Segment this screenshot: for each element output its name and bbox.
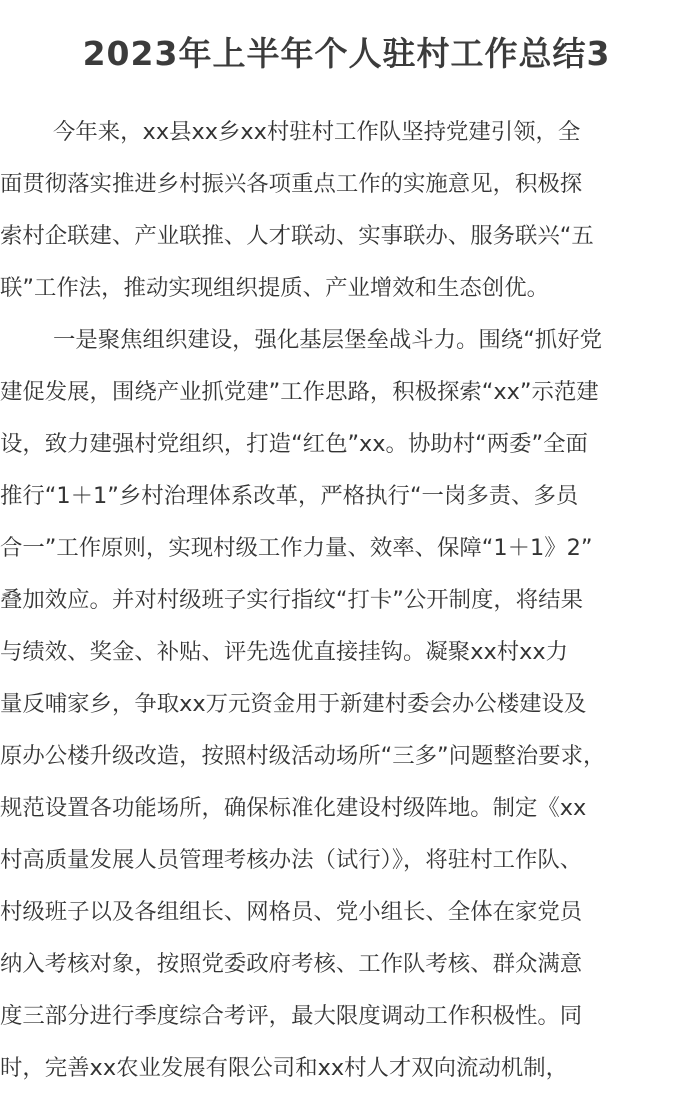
text-line: 建促发展，围绕产业抓党建”工作思路，积极探索“xx”示范建	[0, 379, 599, 405]
text-line: 一是聚焦组织建设，强化基层堡垒战斗力。围绕“抓好党	[53, 327, 602, 353]
text-line: 原办公楼升级改造，按照村级活动场所“三多”问题整治要求，	[0, 743, 606, 769]
text-line: 面贯彻落实推进乡村振兴各项重点工作的实施意见，积极探	[0, 171, 583, 197]
document-title: 2023年上半年个人驻村工作总结3	[82, 34, 611, 73]
document-body	[0, 106, 693, 1094]
text-line: 推行“1＋1”乡村治理体系改革，严格执行“一岗多责、多员	[0, 483, 579, 509]
text-line: 索村企联建、产业联推、人才联动、实事联办、服务联兴“五	[0, 223, 594, 249]
text-line: 时，完善xx农业发展有限公司和xx村人才双向流动机制，	[0, 1055, 568, 1081]
text-line: 村高质量发展人员管理考核办法（试行）》，将驻村工作队、	[0, 847, 583, 873]
text-line: 量反哺家乡，争取xx万元资金用于新建村委会办公楼建设及	[0, 691, 587, 717]
text-line: 设，致力建强村党组织，打造“红色”xx。协助村“两委”全面	[0, 431, 588, 457]
text-line: 规范设置各功能场所，确保标准化建设村级阵地。制定《xx	[0, 795, 587, 821]
paragraph-intro	[0, 106, 693, 314]
text-line: 度三部分进行季度综合考评，最大限度调动工作积极性。同	[0, 1003, 583, 1029]
text-line: 今年来，xx县xx乡xx村驻村工作队坚持党建引领，全	[53, 119, 581, 145]
paragraph-organization	[0, 314, 693, 1094]
text-line: 纳入考核对象，按照党委政府考核、工作队考核、群众满意	[0, 951, 583, 977]
text-line: 与绩效、奖金、补贴、评先选优直接挂钩。凝聚xx村xx力	[0, 639, 568, 665]
text-line: 联”工作法，推动实现组织提质、产业增效和生态创优。	[0, 275, 549, 301]
text-line: 村级班子以及各组组长、网格员、党小组长、全体在家党员	[0, 899, 583, 925]
text-line: 叠加效应。并对村级班子实行指纹“打卡”公开制度，将结果	[0, 587, 583, 613]
text-line: 合一”工作原则，实现村级工作力量、效率、保障“1＋1》2”	[0, 535, 593, 561]
